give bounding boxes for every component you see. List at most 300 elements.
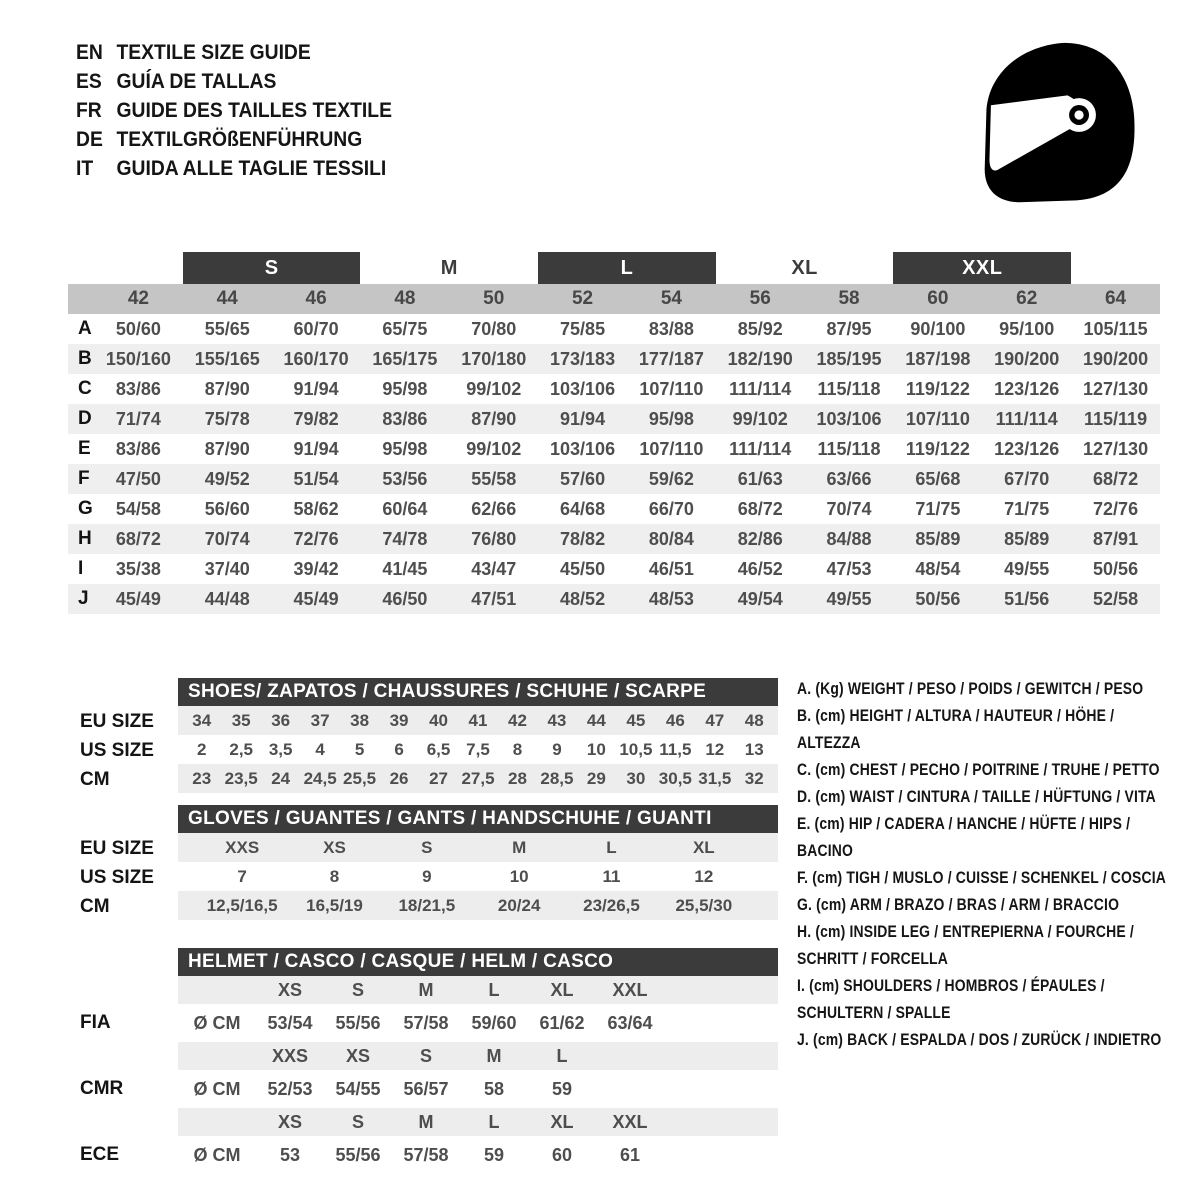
size-value: 59/62	[627, 464, 716, 494]
size-number-row	[68, 284, 1160, 314]
size-value: 49/55	[805, 584, 894, 614]
helmet-value-row-ece	[178, 1136, 778, 1174]
shoes-size-value: 11,5	[659, 739, 692, 759]
size-value: 68/72	[1071, 464, 1160, 494]
size-value: 177/187	[627, 344, 716, 374]
helmet-size-label: XS	[277, 1111, 302, 1132]
size-value: 170/180	[449, 344, 538, 374]
language-row	[76, 67, 554, 96]
helmet-size-value: 60	[551, 1144, 573, 1165]
measurement-legend	[797, 676, 1179, 1054]
row-letter: C	[78, 378, 92, 399]
size-value: 51/56	[982, 584, 1071, 614]
racing-helmet-icon	[966, 32, 1144, 214]
size-value: 90/100	[910, 318, 966, 339]
language-code: ES	[76, 70, 102, 93]
size-band-m: M	[440, 256, 458, 279]
shoes-size-value: 23	[192, 768, 212, 788]
size-value: 72/76	[1093, 498, 1139, 519]
shoes-size-value: 36	[271, 710, 291, 730]
size-value: 87/91	[1071, 524, 1160, 554]
diameter-unit-label: Ø CM	[193, 1144, 241, 1165]
helmet-size-label: XS	[345, 1045, 370, 1066]
size-value: 43/47	[471, 558, 517, 579]
shoes-size-value: 31,5	[698, 768, 732, 788]
size-value: 155/165	[183, 344, 272, 374]
size-value: 111/114	[982, 404, 1071, 434]
shoes-size-row	[178, 706, 778, 735]
shoes-size-value: 26	[389, 768, 409, 788]
shoes-size-value: 24	[271, 768, 291, 788]
shoes-size-value: 25,5	[343, 768, 377, 788]
size-value: 63/66	[805, 464, 894, 494]
size-value: 91/94	[538, 404, 627, 434]
shoes-size-value: 42	[507, 710, 527, 730]
language-title-list	[76, 38, 554, 183]
shoes-size-value: 41	[468, 710, 488, 730]
size-value: 48/54	[915, 558, 961, 579]
helmet-title: HELMET / CASCO / CASQUE / HELM / CASCO	[188, 951, 614, 972]
size-value: 82/86	[716, 524, 805, 554]
measurement-row-e	[68, 434, 1160, 464]
shoes-size-value: 30,5	[658, 768, 692, 788]
helmet-value-row-fia	[178, 1004, 778, 1042]
size-number: 52	[538, 284, 627, 314]
size-value: 72/76	[272, 524, 361, 554]
helmet-size-value: 57/58	[403, 1144, 449, 1165]
size-value: 83/86	[360, 404, 449, 434]
size-number: 58	[805, 284, 894, 314]
helmet-value-row-cmr	[178, 1070, 778, 1108]
size-value: 52/58	[1071, 584, 1160, 614]
shoes-row-label: CM	[80, 769, 110, 790]
helmet-size-label: XL	[550, 1111, 574, 1132]
helmet-size-label: XS	[277, 979, 302, 1000]
helmet-size-label: XXL	[612, 1111, 648, 1132]
helmet-size-label: M	[486, 1045, 502, 1066]
shoes-size-value: 43	[547, 710, 567, 730]
helmet-size-value: 59/60	[471, 1012, 517, 1033]
size-value: 103/106	[550, 378, 616, 399]
shoes-size-value: 6	[394, 739, 404, 759]
size-number: 48	[360, 284, 449, 314]
shoes-size-value: 27	[429, 768, 448, 788]
size-value: 47/53	[826, 558, 872, 579]
shoes-row-label: US SIZE	[80, 740, 154, 761]
size-value: 85/89	[893, 524, 982, 554]
gloves-row-label: CM	[80, 896, 110, 917]
size-value: 67/70	[982, 464, 1071, 494]
helmet-size-value: 54/55	[335, 1078, 381, 1099]
size-value: 99/102	[466, 378, 522, 399]
legend-entry: C. (cm) CHEST / PECHO / POITRINE / TRUHE / PETTO	[797, 761, 1160, 779]
language-title: GUIDA ALLE TAGLIE TESSILI	[116, 157, 387, 180]
size-value: 85/89	[982, 524, 1071, 554]
measurement-row-g	[68, 494, 1160, 524]
helmet-size-label: XXL	[612, 979, 648, 1000]
size-value: 50/56	[1093, 558, 1139, 579]
shoes-size-value: 10,5	[619, 739, 653, 759]
helmet-size-value: 55/56	[335, 1012, 381, 1033]
size-value: 54/58	[115, 498, 161, 519]
gloves-size-value: 9	[422, 866, 432, 886]
size-value: 165/175	[360, 344, 449, 374]
gloves-size-value: 12,5/16,5	[206, 895, 278, 915]
shoes-size-value: 10	[586, 739, 606, 759]
helmet-title-bar	[178, 948, 778, 976]
helmet-size-value: 61	[619, 1144, 641, 1165]
shoes-size-value: 30	[626, 768, 646, 788]
size-value: 83/88	[648, 318, 694, 339]
gloves-size-value: 18/21,5	[398, 895, 456, 915]
gloves-size-value: M	[512, 837, 527, 857]
gloves-size-value: 16,5/19	[306, 895, 363, 915]
shoes-size-value: 28	[507, 768, 527, 788]
size-value: 87/90	[204, 378, 250, 399]
textile-size-table	[68, 252, 1160, 614]
row-letter: A	[78, 318, 92, 339]
size-value: 46/50	[360, 584, 449, 614]
size-value: 58/62	[293, 498, 339, 519]
measurement-row-f	[68, 464, 1160, 494]
size-value: 103/106	[550, 438, 616, 459]
size-value: 49/54	[716, 584, 805, 614]
helmet-size-label: XXS	[271, 1045, 309, 1066]
helmet-size-value: 53/54	[267, 1012, 313, 1033]
language-row	[76, 125, 554, 154]
size-band-row	[68, 252, 1160, 284]
size-value: 53/56	[360, 464, 449, 494]
helmet-size-label: M	[418, 1111, 434, 1132]
size-value: 99/102	[716, 404, 805, 434]
size-value: 160/170	[272, 344, 361, 374]
size-value: 39/42	[293, 558, 339, 579]
gloves-size-value: 12	[694, 866, 714, 886]
legend-entry: F. (cm) TIGH / MUSLO / CUISSE / SCHENKEL / COSCIA	[797, 869, 1167, 887]
size-value: 45/49	[94, 584, 183, 614]
corner-cell	[68, 284, 94, 314]
size-value: 70/80	[471, 318, 517, 339]
size-value: 55/58	[449, 464, 538, 494]
size-value: 83/86	[115, 438, 161, 459]
size-value: 119/122	[905, 378, 970, 399]
size-value: 185/195	[805, 344, 894, 374]
size-value: 37/40	[204, 558, 250, 579]
shoes-size-value: 7,5	[466, 739, 490, 759]
shoes-size-value: 8	[512, 739, 523, 759]
size-value: 105/115	[1083, 318, 1148, 339]
helmet-size-value: 59	[551, 1078, 573, 1099]
helmet-size-label: L	[488, 979, 500, 1000]
helmet-size-label: L	[488, 1111, 500, 1132]
size-value: 95/100	[999, 318, 1055, 339]
size-value: 56/60	[204, 498, 250, 519]
shoes-size-value: 40	[429, 710, 448, 730]
helmet-row-labels	[68, 948, 178, 1174]
size-value: 50/56	[893, 584, 982, 614]
helmet-size-label-row	[178, 1042, 778, 1070]
size-number: 50	[449, 284, 538, 314]
size-value: 111/114	[729, 378, 792, 399]
size-value: 91/94	[293, 378, 339, 399]
language-code: DE	[76, 128, 103, 151]
size-value: 70/74	[183, 524, 272, 554]
size-value: 83/86	[115, 378, 161, 399]
helmet-size-label: S	[419, 1045, 432, 1066]
gloves-size-value: 8	[329, 866, 340, 886]
size-value: 60/70	[293, 318, 339, 339]
diameter-unit-label: Ø CM	[193, 1078, 241, 1099]
gloves-title-bar	[178, 805, 778, 833]
gloves-size-value: 23/26,5	[583, 895, 640, 915]
row-letter: F	[68, 464, 94, 494]
helmet-size-value: 59	[483, 1144, 505, 1165]
size-band-spacer	[68, 252, 183, 284]
gloves-size-value: XXS	[225, 837, 260, 857]
gloves-size-value: XL	[692, 837, 715, 857]
size-value: 173/183	[538, 344, 627, 374]
diameter-unit-label: Ø CM	[193, 1012, 241, 1033]
size-value: 68/72	[737, 498, 783, 519]
shoes-size-value: 12	[705, 739, 725, 759]
size-value: 71/74	[94, 404, 183, 434]
language-row	[76, 38, 554, 67]
helmet-size-label: M	[418, 979, 434, 1000]
size-value: 127/130	[1083, 438, 1149, 459]
shoes-size-row	[178, 764, 778, 793]
measurement-row-h	[68, 524, 1160, 554]
measurement-row-j	[68, 584, 1160, 614]
shoes-size-value: 48	[744, 710, 764, 730]
size-value: 76/80	[449, 524, 538, 554]
legend-entry: B. (cm) HEIGHT / ALTURA / HAUTEUR / HÖHE / ALTEZZA	[797, 707, 1115, 752]
helmet-size-value: 57/58	[403, 1012, 449, 1033]
size-number: 64	[1071, 284, 1160, 314]
gloves-size-value: L	[606, 837, 617, 857]
gloves-size-value: 25,5/30	[675, 895, 733, 915]
helmet-size-value: 61/62	[539, 1012, 585, 1033]
shoes-size-value: 45	[626, 710, 646, 730]
size-number: 60	[893, 284, 982, 314]
helmet-size-value: 52/53	[267, 1078, 313, 1099]
shoes-title-bar	[178, 678, 778, 706]
size-value: 66/70	[648, 498, 694, 519]
size-value: 85/92	[737, 318, 783, 339]
size-value: 79/82	[272, 404, 361, 434]
language-title: TEXTILE SIZE GUIDE	[116, 41, 311, 64]
size-value: 95/98	[627, 404, 716, 434]
row-letter: D	[68, 404, 94, 434]
size-number: 42	[94, 284, 183, 314]
legend-entry: D. (cm) WAIST / CINTURA / TAILLE / HÜFTUNG / VITA	[797, 788, 1156, 806]
size-value: 35/38	[115, 558, 161, 579]
legend-entry: A. (Kg) WEIGHT / PESO / POIDS / GEWITCH / PESO	[797, 680, 1144, 698]
legend-entry: E. (cm) HIP / CADERA / HANCHE / HÜFTE / HIPS / BACINO	[797, 815, 1131, 860]
helmet-size-label-row	[178, 1108, 778, 1136]
helmet-size-label: S	[351, 1111, 364, 1132]
helmet-size-label: XL	[550, 979, 574, 1000]
row-letter: B	[68, 344, 94, 374]
size-value: 74/78	[360, 524, 449, 554]
shoes-size-value: 39	[389, 710, 409, 730]
helmet-size-value: 56/57	[403, 1078, 449, 1099]
size-value: 111/114	[729, 438, 792, 459]
measurement-row-i	[68, 554, 1160, 584]
shoes-size-value: 6,5	[426, 739, 451, 759]
size-number: 44	[183, 284, 272, 314]
shoes-size-row	[178, 735, 778, 764]
size-value: 78/82	[538, 524, 627, 554]
row-letter: G	[78, 498, 93, 519]
shoes-title: SHOES/ ZAPATOS / CHAUSSURES / SCHUHE / SCARPE	[188, 681, 707, 702]
measurement-row-b	[68, 344, 1160, 374]
size-value: 48/52	[538, 584, 627, 614]
language-code: EN	[76, 41, 103, 64]
size-value: 95/98	[382, 378, 428, 399]
size-value: 107/110	[639, 378, 704, 399]
row-letter: H	[68, 524, 94, 554]
helmet-standard-label: ECE	[80, 1144, 120, 1165]
gloves-row-label: US SIZE	[80, 867, 154, 888]
shoes-size-value: 3,5	[268, 739, 293, 759]
shoes-row-labels	[68, 678, 178, 793]
row-letter: J	[68, 584, 94, 614]
gloves-row-label: EU SIZE	[80, 838, 154, 859]
gloves-size-value: S	[421, 837, 433, 857]
size-number: 46	[272, 284, 361, 314]
shoes-size-value: 32	[744, 768, 764, 788]
measurement-row-a	[68, 314, 1160, 344]
size-value: 68/72	[94, 524, 183, 554]
gloves-size-value: 11	[602, 866, 621, 886]
gloves-size-value: 20/24	[497, 895, 541, 915]
size-value: 75/78	[183, 404, 272, 434]
language-row	[76, 154, 554, 183]
size-value: 45/50	[560, 558, 606, 579]
shoes-size-value: 13	[744, 739, 764, 759]
size-value: 46/51	[648, 558, 694, 579]
size-value: 46/52	[737, 558, 783, 579]
legend-entry: J. (cm) BACK / ESPALDA / DOS / ZURÜCK / INDIETRO	[797, 1031, 1162, 1049]
size-value: 87/95	[826, 318, 872, 339]
helmet-size-value: 63/64	[607, 1012, 653, 1033]
size-band-s: S	[183, 252, 361, 284]
language-code: FR	[76, 99, 102, 122]
shoes-size-value: 9	[552, 739, 562, 759]
shoes-size-value: 27,5	[461, 768, 495, 788]
measurement-row-c	[68, 374, 1160, 404]
shoes-size-value: 4	[315, 739, 325, 759]
legend-entry: H. (cm) INSIDE LEG / ENTREPIERNA / FOURCHE / SCHRITT / FORCELLA	[797, 923, 1134, 968]
shoes-row-label: EU SIZE	[80, 711, 154, 732]
gloves-size-section	[68, 805, 778, 920]
helmet-standard-label: CMR	[80, 1078, 124, 1099]
shoes-size-value: 35	[231, 710, 251, 730]
size-value: 75/85	[560, 318, 606, 339]
size-value: 119/122	[905, 438, 970, 459]
helmet-standard-label: FIA	[80, 1012, 111, 1033]
size-value: 87/90	[204, 438, 250, 459]
size-value: 71/75	[915, 498, 961, 519]
helmet-size-value: 55/56	[335, 1144, 381, 1165]
gloves-size-value: XS	[323, 837, 346, 857]
shoes-size-value: 47	[705, 710, 725, 730]
gloves-title: GLOVES / GUANTES / GANTS / HANDSCHUHE / GUANTI	[188, 808, 712, 829]
size-value: 50/60	[115, 318, 161, 339]
gloves-size-rows	[178, 833, 778, 920]
size-value: 71/75	[1004, 498, 1050, 519]
size-value: 44/48	[183, 584, 272, 614]
legend-entry: I. (cm) SHOULDERS / HOMBROS / ÉPAULES / SCHULTERN / SPALLE	[797, 977, 1105, 1022]
language-title: GUIDE DES TAILLES TEXTILE	[116, 99, 392, 122]
shoes-size-value: 46	[665, 710, 685, 730]
helmet-size-label: S	[351, 979, 364, 1000]
language-title: GUÍA DE TALLAS	[116, 70, 277, 93]
shoes-size-value: 5	[354, 739, 365, 759]
shoes-size-value: 34	[192, 710, 212, 730]
helmet-size-label: L	[556, 1045, 568, 1066]
size-value: 49/55	[1004, 558, 1050, 579]
size-value: 84/88	[805, 524, 894, 554]
shoes-size-section	[68, 678, 778, 793]
size-value: 62/66	[471, 498, 517, 519]
size-value: 150/160	[94, 344, 183, 374]
size-value: 187/198	[893, 344, 982, 374]
gloves-size-row	[178, 862, 778, 891]
shoes-size-value: 44	[586, 710, 606, 730]
gloves-size-value: 7	[237, 866, 247, 886]
size-value: 48/53	[627, 584, 716, 614]
row-letter: I	[78, 558, 84, 579]
gloves-size-value: 10	[509, 866, 529, 886]
size-band-spacer	[1071, 252, 1160, 284]
helmet-size-value: 58	[483, 1078, 505, 1099]
size-value: 60/64	[382, 498, 428, 519]
size-value: 99/102	[466, 438, 522, 459]
row-letter: E	[78, 438, 91, 459]
size-value: 45/49	[272, 584, 361, 614]
size-value: 115/119	[1071, 404, 1160, 434]
size-value: 47/51	[449, 584, 538, 614]
size-value: 64/68	[560, 498, 606, 519]
helmet-size-label-row	[178, 976, 778, 1004]
size-value: 107/110	[893, 404, 982, 434]
size-value: 182/190	[716, 344, 805, 374]
size-band-xxl: XXL	[893, 252, 1071, 284]
size-number: 56	[716, 284, 805, 314]
size-number: 54	[627, 284, 716, 314]
shoes-size-value: 28,5	[540, 768, 574, 788]
shoes-size-rows	[178, 706, 778, 793]
size-value: 87/90	[449, 404, 538, 434]
shoes-size-value: 37	[310, 710, 330, 730]
language-code: IT	[76, 157, 94, 180]
size-value: 115/118	[817, 438, 881, 459]
measurement-row-d	[68, 404, 1160, 434]
size-value: 123/126	[994, 438, 1060, 459]
size-value: 51/54	[272, 464, 361, 494]
size-value: 123/126	[994, 378, 1060, 399]
shoes-size-value: 38	[350, 710, 370, 730]
size-value: 190/200	[982, 344, 1071, 374]
gloves-row-labels	[68, 805, 178, 920]
helmet-size-rows	[178, 976, 778, 1174]
size-value: 127/130	[1083, 378, 1149, 399]
size-value: 91/94	[293, 438, 339, 459]
size-number: 62	[982, 284, 1071, 314]
gloves-size-row	[178, 891, 778, 920]
shoes-size-value: 2	[196, 739, 207, 759]
